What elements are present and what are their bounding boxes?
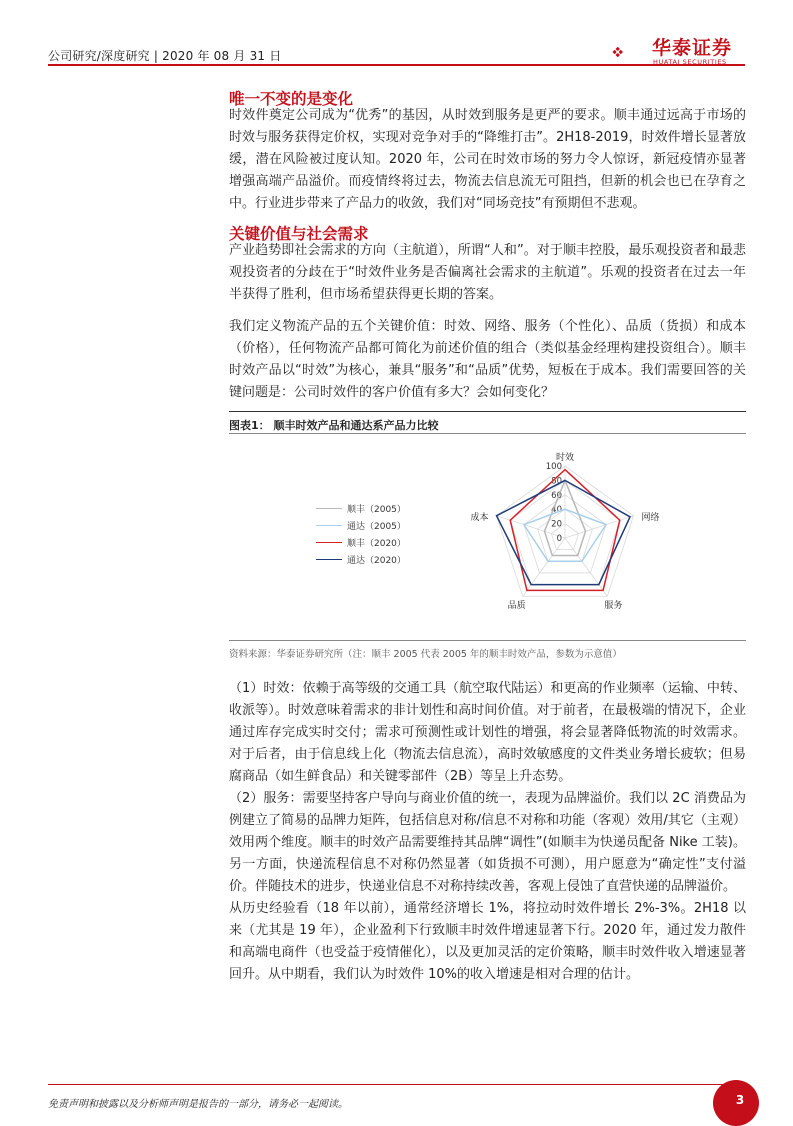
radar-tick-label: 60 — [551, 490, 562, 501]
header-breadcrumb: 公司研究/深度研究 | 2020 年 08 月 31 日 — [48, 49, 282, 63]
footer-disclaimer: 免责声明和披露以及分析师声明是报告的一部分，请务必一起阅读。 — [48, 1099, 348, 1110]
radar-axis-label: 品质 — [507, 601, 526, 612]
legend-swatch — [316, 559, 342, 561]
paragraph-history: 从历史经验看（18 年以前），通常经济增长 1%，将拉动时效件增长 2%-3%。2H18 以来（尤其是 19 年），企业盈利下行致顺丰时效件增速显著下行。2020 年，通过发力散件和高端电商件（也受益于疫情催化），以及更加灵活的定价策略，顺丰时效件收入增速显著回升。从中期看，我们认为时效件 10%的收入增速是相对合理的估计。 — [229, 901, 746, 982]
legend-swatch — [316, 525, 342, 527]
paragraph-change: 时效件奠定公司成为“优秀”的基因，从时效到服务是更严的要求。顺丰通过远高于市场的时效与服务获得定价权，实现对竞争对手的“降维打击”。2H18-2019，时效件增长显著放缓，潜在风险被过度认知。2020 年，公司在时效市场的努力令人惊讶，新冠疫情亦显著增强高端产品溢价。而疫情终将过去，物流去信息流无可阻挡，但新的机会也已在孕育之中。行业进步带来了产品力的收敛，我们对“同场竞技”有预期但不悲观。 — [229, 108, 746, 211]
radar-spoke — [565, 538, 607, 596]
figure-top-rule — [229, 411, 746, 412]
legend-item — [316, 517, 406, 534]
radar-axis-label: 时效 — [555, 453, 575, 463]
radar-chart — [450, 440, 680, 615]
radar-tick-label: 0 — [556, 534, 562, 544]
legend-swatch — [316, 542, 342, 544]
legend-label: 通达（2005） — [347, 522, 406, 532]
radar-tick-label: 100 — [545, 462, 562, 472]
huatai-logo-icon — [612, 32, 652, 72]
paragraph-timeliness: （1）时效：依赖于高等级的交通工具（航空取代陆运）和更高的作业频率（运输、中转、收派等）。时效意味着需求的非计划性和高时间价值。对于前者，在最极端的情况下，企业通过库存完成实时交付；需求可预测性或计划性的增强，将会显著降低物流的时效需求。对于后者，由于信息线上化（物流去信息流），高时效敏感度的文件类业务增长疲软；但易腐商品（如生鲜食品）和关键零部件（2B）等呈上升态势。 — [229, 681, 746, 784]
footer-divider — [48, 1084, 728, 1085]
paragraph-value-2: 我们定义物流产品的五个关键价值：时效、网络、服务（个性化）、品质（货损）和成本（价格），任何物流产品都可简化为前述价值的组合（类似基金经理构建投资组合）。顺丰时效产品以“时效”为核心，兼具“服务”和“品质”优势，短板在于成本。我们需要回答的关键问题是：公司时效件的客户价值有多大？会如何变化？ — [229, 319, 746, 400]
logo-text-en: HUATAI SECURITIES — [653, 58, 727, 66]
radar-tick-label: 40 — [551, 505, 562, 516]
radar-tick-label: 80 — [551, 476, 562, 487]
section-title-value: 关键价值与社会需求 — [229, 225, 369, 243]
figure-bottom-rule — [229, 640, 746, 641]
legend-swatch — [316, 508, 342, 510]
radar-tick-label: 20 — [551, 519, 562, 530]
chart-legend — [316, 500, 406, 568]
figure-title-rule — [229, 433, 746, 434]
paragraph-value-1: 产业趋势即社会需求的方向（主航道），所谓“人和”。对于顺丰控股，最乐观投资者和最悲观投资者的分歧在于“时效件业务是否偏离社会需求的主航道”。乐观的投资者在过去一年半获得了胜利，但市场希望获得更长期的答案。 — [229, 243, 746, 302]
legend-item — [316, 534, 406, 551]
radar-spoke — [523, 538, 565, 596]
legend-item — [316, 551, 406, 568]
legend-item — [316, 500, 406, 517]
radar-axis-label: 服务 — [604, 601, 623, 612]
radar-axis-label: 成本 — [470, 512, 489, 523]
figure-title: 图表1： 顺丰时效产品和通达系产品力比较 — [229, 419, 439, 432]
legend-label: 顺丰（2020） — [347, 539, 406, 549]
legend-label: 通达（2020） — [347, 556, 406, 566]
page-number: 3 — [735, 1093, 745, 1107]
legend-label: 顺丰（2005） — [347, 505, 406, 515]
radar-axis-label: 网络 — [641, 512, 660, 523]
logo-text-cn: 华泰证券 — [652, 37, 733, 59]
paragraph-service: （2）服务：需要坚持客户导向与商业价值的统一，表现为品牌溢价。我们以 2C 消费品为例建立了简易的品牌力矩阵，包括信息对称/信息不对称和功能（客观）效用/其它（主观）效用两个维度。顺丰的时效产品需要维持其品牌“调性”(如顺丰为快递员配备 Nike 工装)。另一方面，快递流程信息不对称仍然显著（如货损不可测），用户愿意为“确定性”支付溢价。伴随技术的进步，快递业信息不对称持续改善，客观上侵蚀了直营快递的品牌溢价。 — [229, 791, 746, 894]
section-title-change: 唯一不变的是变化 — [229, 90, 354, 108]
figure-source: 资料来源：华泰证券研究所（注：顺丰 2005 代表 2005 年的顺丰时效产品，参数为示意值） — [229, 649, 622, 660]
